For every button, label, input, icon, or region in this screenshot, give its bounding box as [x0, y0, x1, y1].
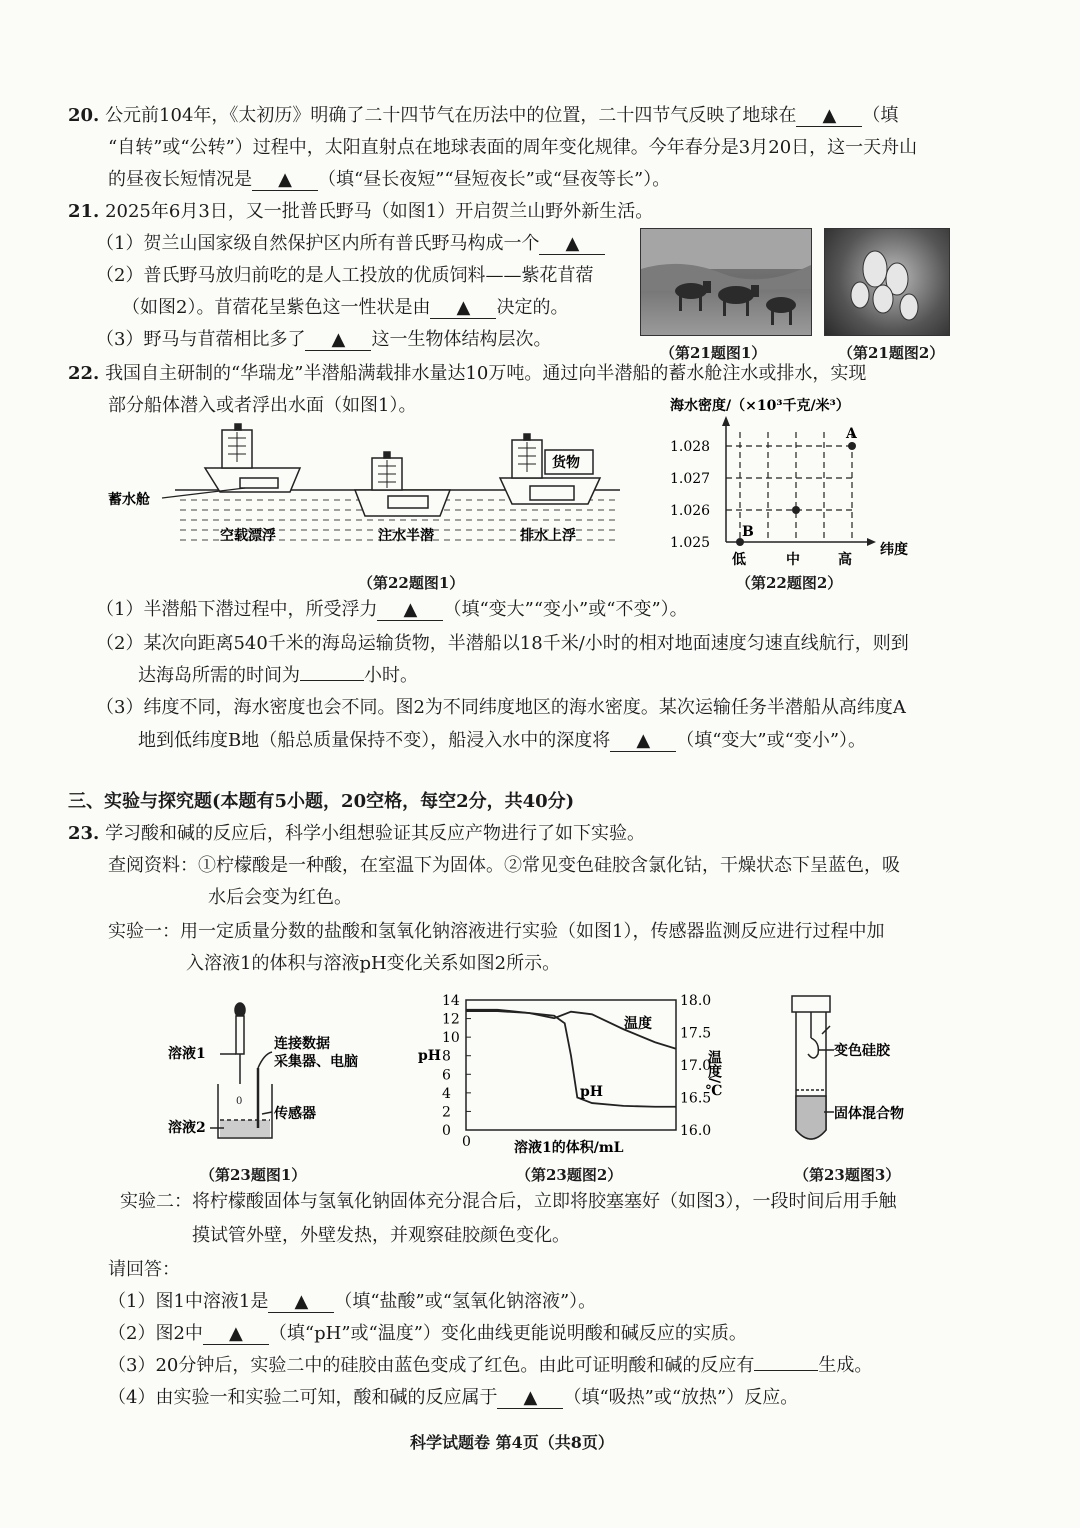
- chart-origin: 0: [462, 1134, 471, 1150]
- q23-line7: 摸试管外壁，外壁发热，并观察硅胶颜色变化。: [192, 1225, 570, 1246]
- q23-fig3-caption: （第23题图3）: [794, 1166, 901, 1184]
- ph-tick-4: 4: [442, 1085, 451, 1102]
- ph-tick-2: 2: [442, 1104, 451, 1121]
- connect-label2: 采集器、电脑: [274, 1054, 358, 1070]
- sensor-label: 传感器: [274, 1106, 316, 1122]
- q20-line3: [108, 168, 670, 192]
- stage2-label: 注水半潜: [378, 528, 434, 544]
- q20-line1: [68, 104, 898, 128]
- q23-a4a: （4）由实验一和实验二可知，酸和碱的反应属于: [108, 1387, 498, 1408]
- series-label-ph: pH: [580, 1084, 604, 1100]
- q23-line8: 请回答：: [108, 1259, 180, 1280]
- q22-sub2b: [138, 664, 418, 688]
- mixture-label: 固体混合物: [834, 1106, 904, 1122]
- q20-text1: 公元前104年，《太初历》明确了二十四节气在历法中的位置，二十四节气反映了地球在: [105, 105, 797, 126]
- beaker-mark: 0: [236, 1096, 243, 1107]
- q23-answer3: [108, 1354, 872, 1378]
- q21-sub2b: [122, 296, 568, 320]
- q22-sub1b: （填“变大”“变小”或“不变”）。: [443, 599, 688, 620]
- chart-xlabel: 溶液1的体积/mL: [514, 1140, 624, 1156]
- density-ylabel: 海水密度/（×10³千克/米³）: [670, 398, 850, 414]
- q23-a4b: （填“吸热”或“放热”）反应。: [563, 1387, 799, 1408]
- q23-test-tube: [786, 992, 986, 1152]
- q20-line2: “自转”或“公转”）过程中，太阳直射点在地球表面的周年变化规律。今年春分是3月20日，这一天舟山: [108, 137, 918, 158]
- q21-intro: 2025年6月3日，又一批普氏野马（如图1）开启贺兰山野外新生活。: [105, 201, 654, 222]
- connect-label1: 连接数据: [274, 1036, 330, 1052]
- ytick-1: 1.028: [670, 439, 711, 455]
- q23-line4: 实验一：用一定质量分数的盐酸和氢氧化钠溶液进行实验（如图1），传感器监测反应进行过程中加: [108, 921, 885, 942]
- q22-text1: 我国自主研制的“华瑞龙”半潜船满载排水量达10万吨。通过向半潜船的蓄水舱注水或排水，实现: [105, 363, 867, 384]
- q20-text3a: 的昼夜长短情况是: [108, 169, 252, 190]
- point-mid: [792, 506, 800, 514]
- stage1-label: 空载漂浮: [220, 528, 276, 544]
- q23-a1b: （填“盐酸”或“氢氧化钠溶液”）。: [334, 1291, 597, 1312]
- q22-ship-figure: [100, 418, 630, 568]
- q21-fig1-caption: （第21题图1）: [660, 344, 767, 362]
- ytick-3: 1.026: [670, 503, 711, 519]
- q21-sub3b-text: 这一生物体结构层次。: [371, 329, 552, 350]
- q22-blank1[interactable]: ▲: [377, 600, 443, 621]
- q21-blank1[interactable]: ▲: [539, 234, 605, 255]
- q23-a3b: 生成。: [818, 1355, 873, 1376]
- temp-tick-17.5: 17.5: [680, 1025, 712, 1042]
- q22-sub3c-text: （填“变大”或“变小”）。: [676, 730, 867, 751]
- temp-tick-17.0: 17.0: [680, 1058, 712, 1074]
- horse-silhouettes: [641, 229, 811, 335]
- q22-fig1-caption: （第22题图1）: [358, 574, 465, 592]
- alfalfa-flowers: [825, 229, 949, 335]
- horse-photo: [640, 228, 812, 336]
- q21-blank3[interactable]: ▲: [305, 330, 371, 351]
- q22-density-chart: [664, 392, 924, 572]
- q23-blank4[interactable]: ▲: [497, 1388, 563, 1409]
- xtick-low: 低: [732, 552, 746, 568]
- q23-a3a: （3）20分钟后，实验二中的硅胶由蓝色变成了红色。由此可证明酸和碱的反应有: [108, 1355, 755, 1376]
- temp-tick-16.5: 16.5: [680, 1090, 712, 1107]
- q21-blank2[interactable]: ▲: [430, 298, 496, 319]
- q21-sub3: [96, 328, 551, 352]
- q21-fig2-caption: （第21题图2）: [838, 344, 945, 362]
- q20-text3b: （填“昼长夜短”“昼短夜长”或“昼夜等长”）。: [318, 169, 671, 190]
- q23-blank2[interactable]: ▲: [203, 1324, 269, 1345]
- q23-answer2: [108, 1322, 747, 1346]
- q21-sub2a: （2）普氏野马放归前吃的是人工投放的优质饲料——紫花苜蓿: [96, 265, 594, 286]
- q23-a2a: （2）图2中: [108, 1323, 203, 1344]
- q20-number: 20.: [68, 105, 100, 126]
- q22-sub3a: （3）纬度不同，海水密度也会不同。图2为不同纬度地区的海水密度。某次运输任务半潜船从高纬度A: [96, 697, 906, 718]
- alfalfa-photo: [824, 228, 950, 336]
- q21-sub3a-text: （3）野马与苜蓿相比多了: [96, 329, 306, 350]
- ph-tick-6: 6: [442, 1067, 451, 1084]
- q22-sub1: [96, 598, 688, 622]
- q23-text1: 学习酸和碱的反应后，科学小组想验证其反应产物进行了如下实验。: [105, 823, 646, 844]
- q21-sub2b-text: （如图2）。苜蓿花呈紫色这一性状是由: [122, 297, 431, 318]
- q23-line1: [68, 822, 645, 846]
- q21-line0: [68, 200, 653, 224]
- q23-line2: 查阅资料：①柠檬酸是一种酸，在室温下为固体。②常见变色硅胶含氯化钴，干燥状态下呈蓝色，吸: [108, 855, 900, 876]
- temp-tick-16.0: 16.0: [680, 1123, 712, 1139]
- q22-line2: 部分船体潜入或者浮出水面（如图1）。: [108, 395, 417, 416]
- q22-sub1a: （1）半潜船下潜过程中，所受浮力: [96, 599, 378, 620]
- q22-sub2b-text: 达海岛所需的时间为: [138, 665, 300, 686]
- solution1-label: 溶液1: [168, 1046, 206, 1062]
- q21-sub1-text: （1）贺兰山国家级自然保护区内所有普氏野马构成一个: [96, 233, 540, 254]
- xtick-high: 高: [838, 552, 852, 568]
- q22-line1: [68, 362, 866, 386]
- density-xlabel: 纬度: [880, 542, 908, 558]
- q23-a1a: （1）图1中溶液1是: [108, 1291, 269, 1312]
- q20-text1b: （填: [862, 105, 899, 126]
- page-footer: 科学试题卷 第4页（共8页）: [410, 1433, 614, 1452]
- section-3-heading: 三、实验与探究题(本题有5小题，20空格，每空2分，共40分): [68, 791, 575, 812]
- q23-blank3[interactable]: [754, 1370, 818, 1371]
- ph-tick-12: 12: [442, 1011, 460, 1028]
- series-label-temperature: 温度: [624, 1016, 652, 1032]
- point-B-label: B: [742, 524, 754, 540]
- stage3-label: 排水上浮: [520, 528, 576, 544]
- q23-fig1-caption: （第23题图1）: [200, 1166, 307, 1184]
- q22-sub2a: （2）某次向距离540千米的海岛运输货物，半潜船以18千米/小时的相对地面速度匀速直线航行，则到: [96, 633, 909, 654]
- xtick-mid: 中: [786, 552, 800, 568]
- q23-apparatus: [160, 996, 390, 1156]
- point-A-label: A: [846, 426, 857, 442]
- q23-fig2-caption: （第23题图2）: [516, 1166, 623, 1184]
- q23-ph-temperature-chart: [418, 988, 738, 1160]
- q23-number: 23.: [68, 823, 100, 844]
- ytick-4: 1.025: [670, 535, 711, 551]
- temp-tick-18.0: 18.0: [680, 993, 712, 1009]
- gel-label: 变色硅胶: [834, 1043, 890, 1059]
- q23-line5: 入溶液1的体积与溶液pH变化关系如图2所示。: [186, 953, 561, 974]
- ph-tick-8: 8: [442, 1048, 451, 1065]
- q22-sub2c-text: 小时。: [364, 665, 418, 686]
- ph-tick-0: 0: [442, 1123, 451, 1139]
- q23-line3: 水后会变为红色。: [208, 887, 352, 908]
- q23-a2b: （填“pH”或“温度”）变化曲线更能说明酸和碱反应的实质。: [268, 1323, 747, 1344]
- solution2-label: 溶液2: [168, 1120, 206, 1136]
- q20-blank2[interactable]: ▲: [252, 170, 318, 191]
- ytick-2: 1.027: [670, 471, 711, 487]
- q22-blank2[interactable]: [300, 680, 364, 681]
- q22-sub3b: [138, 729, 866, 753]
- tank-label: 蓄水舱: [108, 492, 150, 508]
- q23-blank1[interactable]: ▲: [268, 1292, 334, 1313]
- point-A: [848, 442, 856, 450]
- q23-answer1: [108, 1290, 596, 1314]
- q23-line6: 实验二：将柠檬酸固体与氢氧化钠固体充分混合后，立即将胶塞塞好（如图3），一段时间后用手触: [120, 1191, 897, 1212]
- ph-tick-10: 10: [442, 1030, 460, 1047]
- q21-sub1: [96, 232, 605, 256]
- chart-ylabel-right: 温度/℃: [706, 1050, 722, 1100]
- q22-number: 22.: [68, 363, 100, 384]
- q22-fig2-caption: （第22题图2）: [736, 574, 843, 592]
- cargo-label: 货物: [552, 455, 580, 471]
- q23-answer4: [108, 1386, 798, 1410]
- q21-sub2c-text: 决定的。: [496, 297, 569, 318]
- q22-blank3[interactable]: ▲: [610, 731, 676, 752]
- q20-blank1[interactable]: ▲: [796, 106, 862, 127]
- ph-tick-14: 14: [442, 993, 460, 1009]
- chart-ylabel-left: pH: [418, 1048, 442, 1064]
- q22-sub3b-text: 地到低纬度B地（船总质量保持不变），船浸入水中的深度将: [138, 730, 611, 751]
- q21-number: 21.: [68, 201, 100, 222]
